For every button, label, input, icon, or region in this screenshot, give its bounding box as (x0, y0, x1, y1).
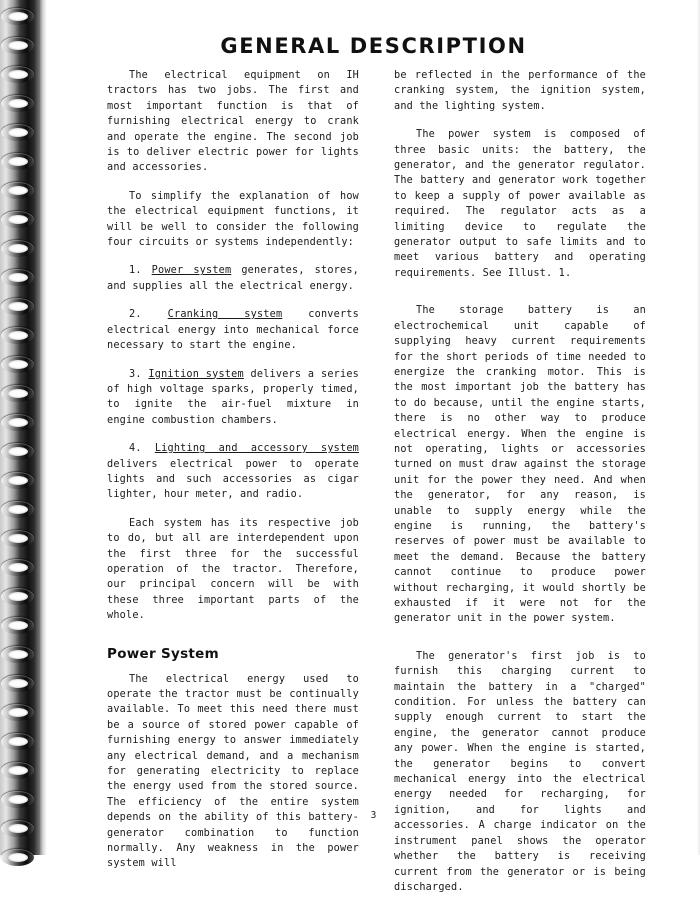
binding-coil (1, 733, 34, 750)
binding-coil (1, 211, 34, 228)
list-number: 4. (129, 443, 155, 455)
binding-coil (1, 269, 34, 286)
binding-coils (0, 0, 40, 855)
paragraph: Each system has its respective job to do, but all are interdependent upon the first three for the successful operation of the tractor. Therefore, our principal concern will be with these three important parts of the whole. (107, 517, 359, 622)
binding-coil (1, 37, 34, 54)
list-item (107, 263, 359, 294)
binding-coil (1, 327, 34, 344)
binding-coil (1, 66, 34, 83)
binding-coil (1, 559, 34, 576)
binding-coil (1, 385, 34, 402)
left-column (107, 68, 359, 908)
binding-coil (1, 704, 34, 721)
list-text: delivers electrical power to operate lights and such accessories as cigar lighter, hour meter, and radio. (107, 458, 359, 501)
binding-coil (1, 472, 34, 489)
binding-coil (1, 675, 34, 692)
paragraph: The generator's first job is to furnish this charging current to maintain the battery in a "charged" condition. For unless the battery can supply enough current to start the engine, the generator cannot produce any power. When the engine is started, the generator begins to convert mechanical energy into the electrical energy needed for recharging, for ignition, and for lights and accessories. A charge indicator on the instrument panel shows the operator whether the battery is receiving current from the generator or is being discharged. (394, 650, 646, 893)
binding-coil (1, 849, 34, 866)
binding-coil (1, 124, 34, 141)
list-number: 3. (129, 368, 149, 380)
paragraph: The power system is composed of three basic units: the battery, the generator, and the generator regulator. The battery and generator work together to keep a supply of power available as required. The regulator acts as a limiting device to regulate the generator output to safe limits and to meet various battery and operating requirements. See Illust. 1. (394, 129, 646, 279)
binding-coil (1, 182, 34, 199)
page-sheet (47, 0, 700, 893)
binding-coil (1, 8, 34, 25)
list-text: delivers a series of high voltage sparks, properly timed, to ignite the air-fuel mixture in engine combustion chambers. (107, 368, 359, 426)
page-edge (40, 0, 47, 855)
binding-coil (1, 820, 34, 837)
binding-coil (1, 646, 34, 663)
spiral-binding (0, 0, 40, 855)
binding-coil (1, 501, 34, 518)
list-item (107, 307, 359, 353)
binding-coil (1, 588, 34, 605)
paragraph: The electrical equipment on IH tractors has two jobs. The first and most important function is that of furnishing electrical energy to crank and operate the engine. The second job is to deliver electric power for lights and accessories. (107, 70, 359, 174)
list-item (107, 367, 359, 429)
binding-coil (1, 298, 34, 315)
binding-coil (1, 617, 34, 634)
binding-coil (1, 153, 34, 170)
list-item (107, 441, 359, 503)
binding-coil (1, 356, 34, 373)
binding-coil (1, 530, 34, 547)
page-number: 3 (370, 810, 377, 821)
list-text: converts electrical energy into mechanical force necessary to start the engine. (107, 309, 359, 352)
page-title: GENERAL DESCRIPTION (220, 34, 527, 58)
binding-coil (1, 762, 34, 779)
list-number: 1. (129, 265, 152, 277)
binding-coil (1, 95, 34, 112)
paragraph: be reflected in the performance of the cranking system, the ignition system, and the lighting system. (394, 70, 646, 112)
binding-coil (1, 240, 34, 257)
text-columns (107, 68, 647, 908)
binding-coil (1, 443, 34, 460)
underlined-term: Ignition system (148, 368, 244, 380)
binding-coil (1, 414, 34, 431)
section-heading-power-system: Power System (107, 645, 219, 662)
binding-coil (1, 791, 34, 808)
paragraph: The electrical energy used to operate the tractor must be continually available. To meet this need there must be a source of stored power capable of furnishing energy to answer immediately any electrical demand, and a mechanism for generating electricity to replace the energy used from the stored source. The efficiency of the entire system depends on the ability of this battery-generator combination to function normally. Any weakness in the power system will (107, 673, 359, 870)
underlined-term: Lighting and accessory system (154, 443, 359, 455)
underlined-term: Cranking system (167, 309, 283, 321)
paragraph: To simplify the explanation of how the electrical equipment functions, it will be well to consider the following four circuits or systems independently: (107, 190, 359, 249)
paragraph: The storage battery is an electrochemical unit capable of supplying heavy current requirements for the short periods of time needed to energize the cranking motor. This is the most important job the battery has to do because, until the engine starts, there is no other way to produce electrical energy. When the engine is not operating, lights or accessories turned on must draw against the storage unit for the power they need. And when the generator, for any reason, is unable to supply energy while the engine is running, the battery's reserves of power must be available to meet the demand. Because the battery cannot continue to produce power without recharging, it would shortly be exhausted if it were not for the generator unit in the power system. (394, 305, 646, 625)
underlined-term: Power system (151, 265, 232, 277)
right-column (394, 68, 646, 908)
list-text: generates, stores, and supplies all the electrical energy. (107, 265, 359, 292)
list-number: 2. (129, 309, 168, 321)
